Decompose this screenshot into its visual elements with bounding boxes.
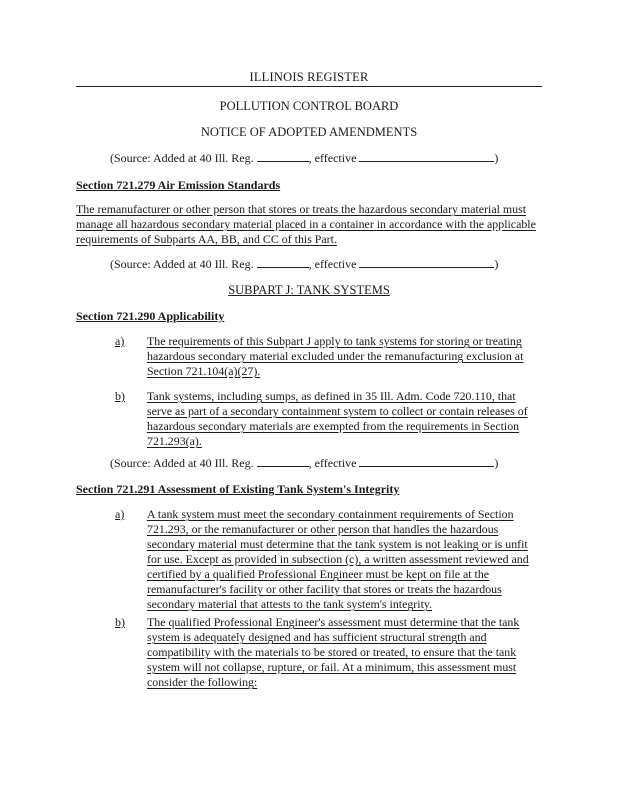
text-line: compatibility with the materials to be stored or treated, to ensure that the tank <box>147 645 517 659</box>
text-line: secondary material that attests to the tank system's integrity. <box>147 597 433 611</box>
source-middle: , effective <box>308 257 357 271</box>
notice-title: NOTICE OF ADOPTED AMENDMENTS <box>200 125 418 139</box>
blank-reg <box>257 456 309 467</box>
blank-effective <box>359 151 494 162</box>
text-line: The remanufacturer or other person that stores or treats the hazardous secondary material must <box>76 202 527 216</box>
source-suffix: ) <box>494 151 499 165</box>
text-line: system is adequately designed and has sufficient structural strength and <box>147 630 487 644</box>
section-heading: Section 721.279 Air Emission Standards <box>76 178 281 192</box>
text-line: 721.293(a). <box>147 434 202 448</box>
source-suffix: ) <box>494 257 499 271</box>
subpart-title-text: SUBPART J: TANK SYSTEMS <box>228 283 390 297</box>
section-heading: Section 721.290 Applicability <box>76 309 225 323</box>
item-label: b) <box>115 389 125 403</box>
source-suffix: ) <box>494 456 499 470</box>
item-text <box>147 507 529 612</box>
item-text <box>147 389 528 449</box>
text-line: hazardous secondary materials are exempted from the requirements in Section <box>147 419 520 433</box>
source-middle: , effective <box>308 151 357 165</box>
source-prefix: (Source: Added at 40 Ill. Reg. <box>110 257 254 271</box>
blank-reg <box>257 257 309 268</box>
text-line: Tank systems, including sumps, as defined in 35 Ill. Adm. Code 720.110, that <box>147 389 516 403</box>
source-middle: , effective <box>308 456 357 470</box>
source-prefix: (Source: Added at 40 Ill. Reg. <box>110 456 254 470</box>
text-line: Section 721.104(a)(27). <box>147 364 261 378</box>
item-label: a) <box>115 507 125 521</box>
text-line: The qualified Professional Engineer's assessment must determine that the tank <box>147 615 520 629</box>
item-label: a) <box>115 334 125 348</box>
text-line: requirements of Subparts AA, BB, and CC of this Part. <box>76 232 337 246</box>
blank-effective <box>359 456 494 467</box>
subpart-title <box>76 283 542 298</box>
item-label: b) <box>115 615 125 629</box>
section-heading: Section 721.291 Assessment of Existing Tank System's Integrity <box>76 482 400 496</box>
text-line: The requirements of this Subpart J apply to tank systems for storing or treating <box>147 334 522 348</box>
text-line: remanufacturer's facility or other facility that stores or treats the hazardous <box>147 582 502 596</box>
source-line <box>110 151 498 166</box>
blank-effective <box>359 257 494 268</box>
item-text <box>147 615 519 690</box>
section-279-text <box>76 202 536 247</box>
text-line: 721.293, or the remanufacturer or other person that handles the hazardous <box>147 522 499 536</box>
text-line: A tank system must meet the secondary containment requirements of Section <box>147 507 514 521</box>
text-line: serve as part of a secondary containment system to collect or contain releases of <box>147 404 528 418</box>
blank-reg <box>257 151 309 162</box>
text-line: system will not collapse, rupture, or fail. At a minimum, this assessment must <box>147 660 517 674</box>
item-text <box>147 334 523 379</box>
text-line: secondary material must determine that the tank system is not leaking or is unfit <box>147 537 528 551</box>
text-line: manage all hazardous secondary material placed in a container in accordance with the applicable <box>76 217 536 231</box>
text-line: for use. Except as provided in subsection (c), a written assessment reviewed and <box>147 552 529 566</box>
text-line: consider the following: <box>147 675 258 689</box>
text-line: hazardous secondary material excluded under the remanufacturing exclusion at <box>147 349 524 363</box>
text-line: certified by a qualified Professional Engineer must be kept on file at the <box>147 567 490 581</box>
source-line <box>110 456 498 471</box>
board-title: POLLUTION CONTROL BOARD <box>219 99 399 113</box>
source-prefix: (Source: Added at 40 Ill. Reg. <box>110 151 254 165</box>
header-rule <box>76 86 542 87</box>
source-line <box>110 257 498 272</box>
register-title: ILLINOIS REGISTER <box>249 70 369 84</box>
